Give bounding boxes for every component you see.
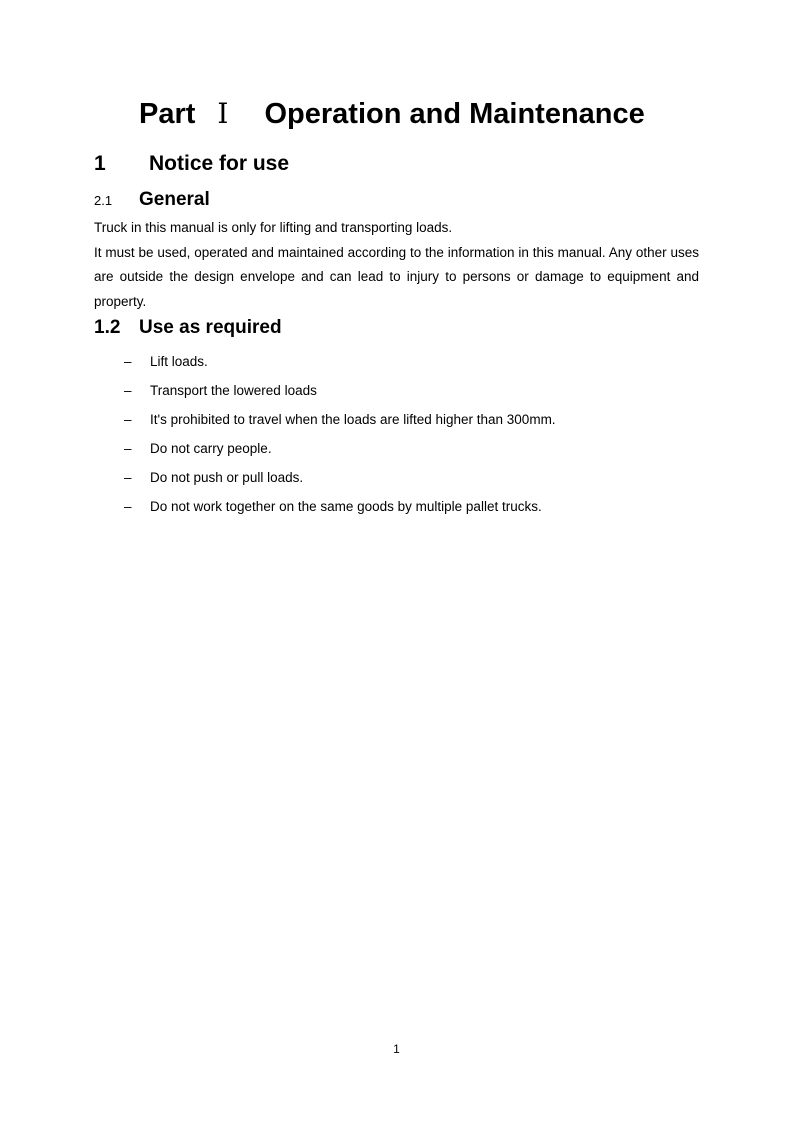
subsection-heading-general [94, 187, 210, 213]
list-item [124, 379, 556, 408]
subsection-number: 2.1 [94, 193, 113, 208]
list-item-text: It's prohibited to travel when the loads are lifted higher than 300mm. [150, 412, 556, 427]
part-label: Part [139, 98, 196, 130]
page-number: 1 [393, 1042, 400, 1056]
dash-bullet-icon: – [124, 470, 132, 485]
general-body [94, 216, 699, 314]
part-numeral: Ⅰ [217, 97, 229, 130]
list-item-text: Lift loads. [150, 354, 208, 369]
dash-bullet-icon: – [124, 499, 132, 514]
use-as-required-list [124, 350, 556, 524]
part-name: Operation and Maintenance [264, 98, 645, 130]
list-item [124, 350, 556, 379]
dash-bullet-icon: – [124, 412, 132, 427]
subsection-title: Use as required [139, 317, 282, 338]
list-item [124, 466, 556, 495]
section-number: 1 [94, 152, 106, 175]
list-item [124, 437, 556, 466]
paragraph: Truck in this manual is only for lifting and transporting loads. [94, 220, 453, 235]
list-item-text: Do not carry people. [150, 441, 272, 456]
dash-bullet-icon: – [124, 354, 132, 369]
subsection-number: 1.2 [94, 317, 121, 338]
dash-bullet-icon: – [124, 441, 132, 456]
section-heading-notice-for-use [94, 150, 289, 178]
list-item [124, 408, 556, 437]
page-title [139, 94, 739, 134]
list-item [124, 495, 556, 524]
list-item-text: Do not work together on the same goods by multiple pallet trucks. [150, 499, 542, 514]
subsection-heading-use-as-required [94, 314, 282, 342]
list-item-text: Transport the lowered loads [150, 383, 317, 398]
dash-bullet-icon: – [124, 383, 132, 398]
subsection-title: General [139, 189, 210, 210]
section-title: Notice for use [149, 152, 290, 175]
paragraph: It must be used, operated and maintained according to the information in this manual. Any other uses are outside the design envelope and can lead to injury to persons or damage to equipment and property. [94, 244, 699, 309]
list-item-text: Do not push or pull loads. [150, 470, 304, 485]
